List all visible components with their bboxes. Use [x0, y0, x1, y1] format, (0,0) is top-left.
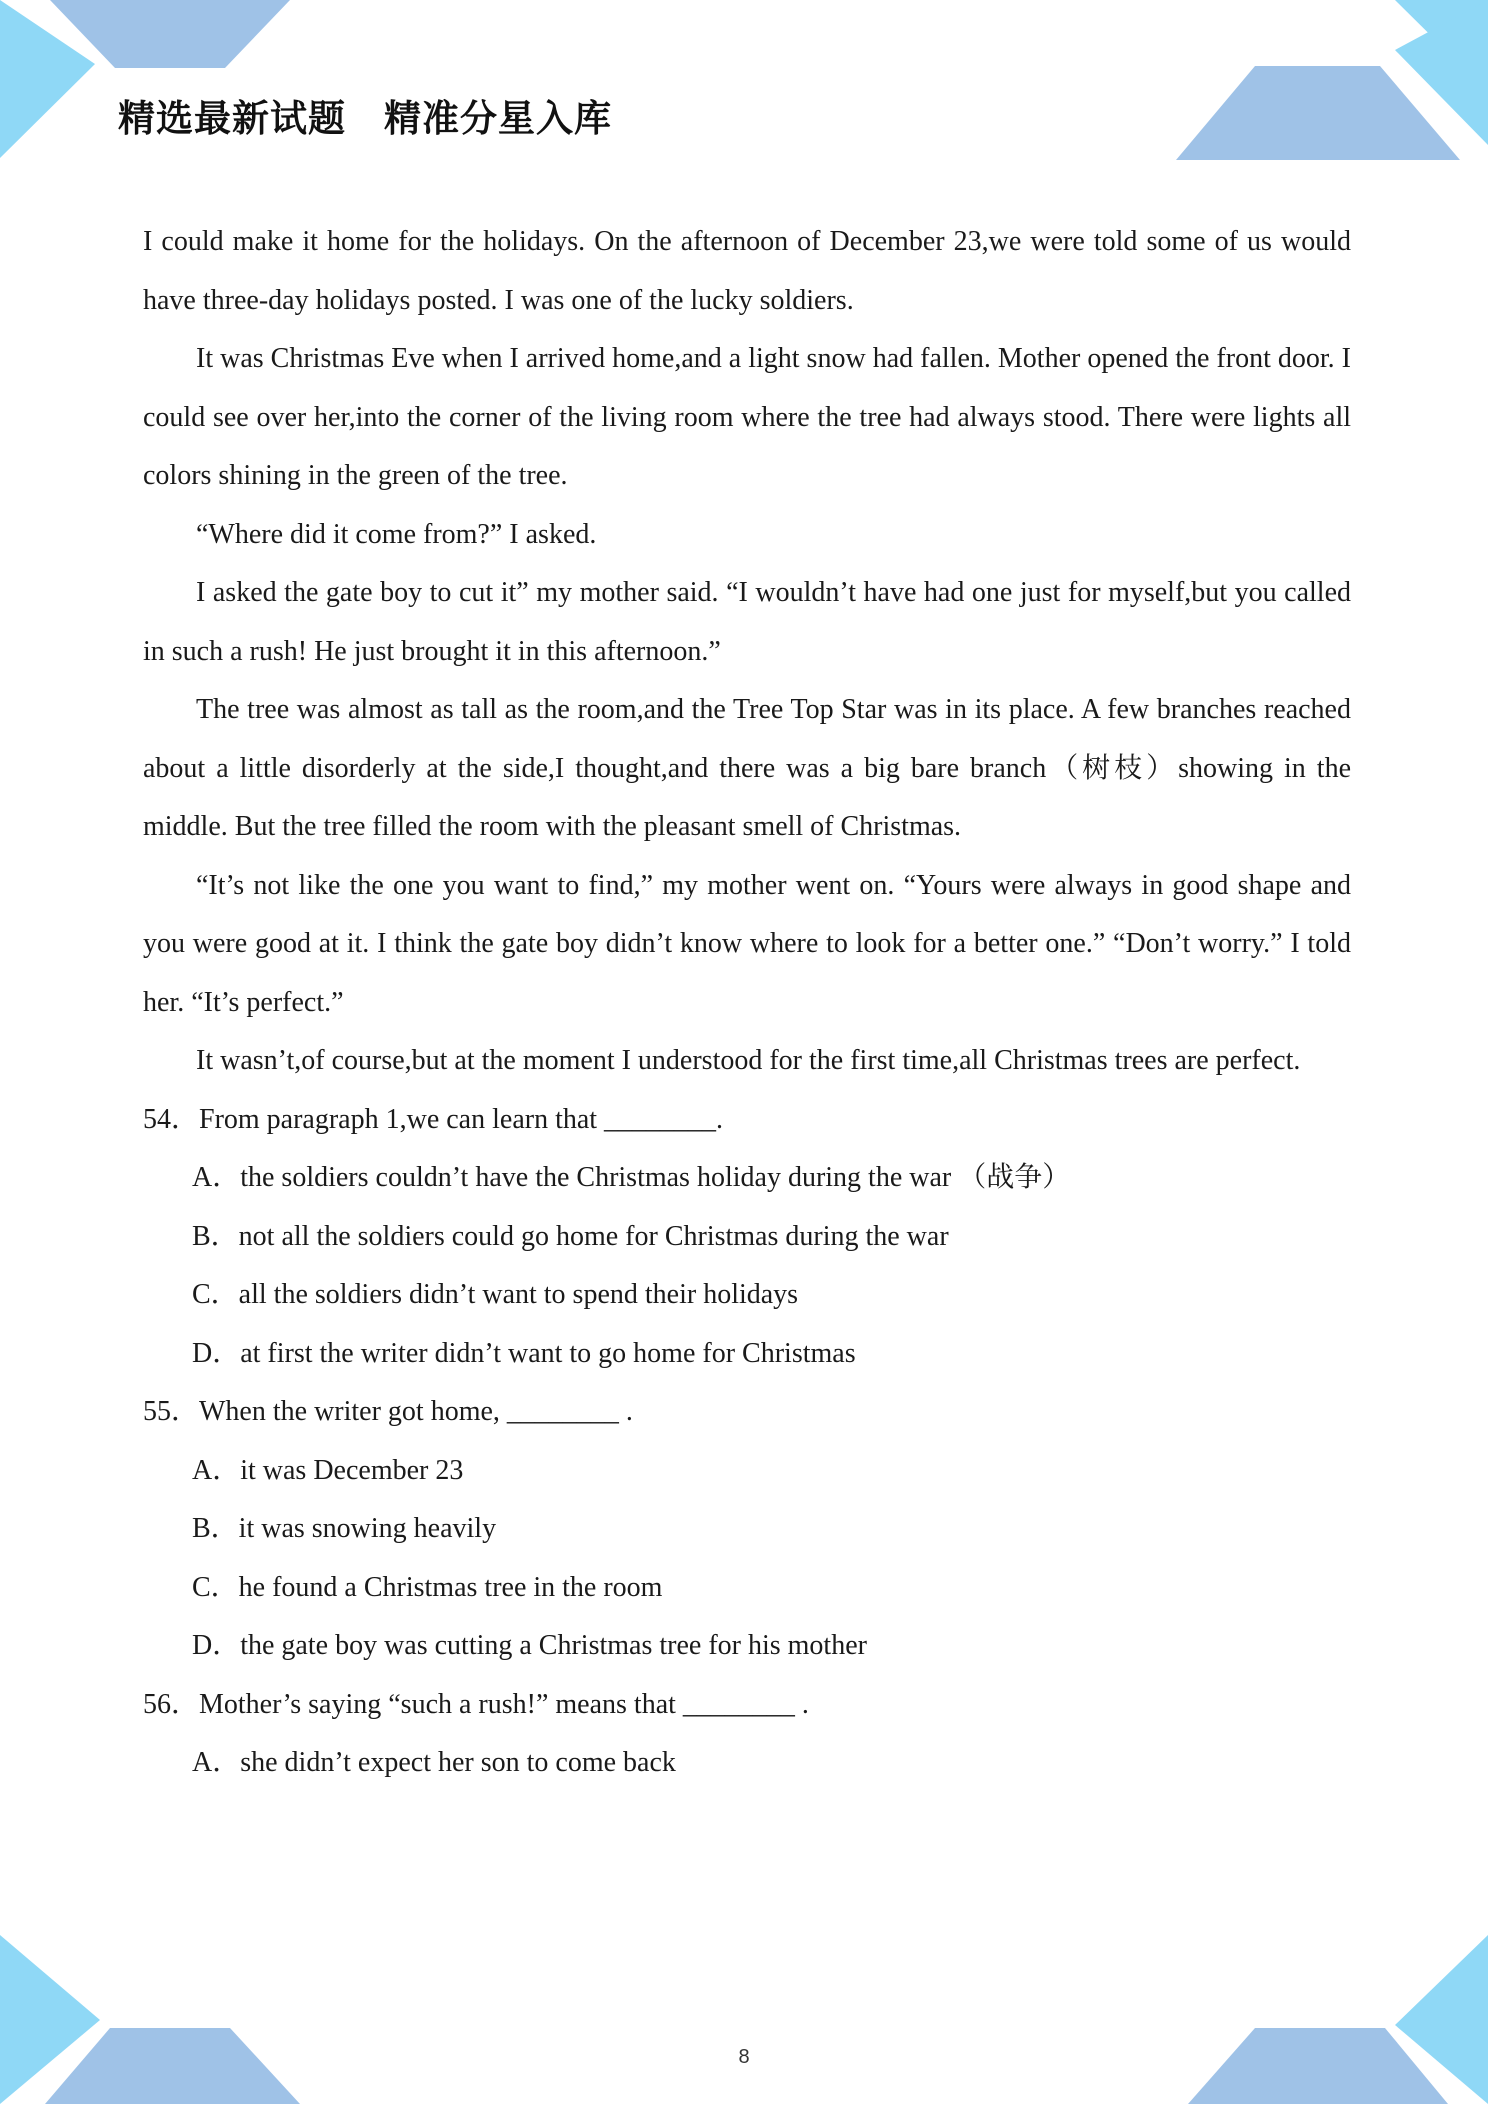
passage-paragraph: The tree was almost as tall as the room,and the Tree Top Star was in its place. A few branches reached about a little disorderly at the side,I thought,and there was a big bare branch（树枝）showing in the middle. But the tree filled the room with the pleasant smell of Christmas.: [143, 694, 1351, 842]
passage-paragraph: It was Christmas Eve when I arrived home,and a light snow had fallen. Mother opened the front door. I could see over her,into the corner of the living room where the tree had always stood. There were lights all colors shining in the green of the tree.: [143, 343, 1351, 491]
passage-paragraph: “Where did it come from?” I asked.: [196, 518, 597, 550]
answer-option-a: A．it was December 23: [192, 1454, 464, 1486]
passage-paragraph: It wasn’t,of course,but at the moment I understood for the first time,all Christmas trees are perfect.: [196, 1045, 1301, 1076]
reading-passage: [143, 213, 1351, 1091]
answer-option-c: C．he found a Christmas tree in the room: [192, 1571, 663, 1603]
question-56: [143, 1676, 1351, 1793]
answer-option-b: B．it was snowing heavily: [192, 1513, 497, 1544]
passage-paragraph: I could make it home for the holidays. On the afternoon of December 23,we were told some of us would have three-day holidays posted. I was one of the lucky soldiers.: [143, 226, 1351, 316]
page-number: 8: [738, 2046, 750, 2068]
answer-option-a: A．she didn’t expect her son to come back: [192, 1747, 676, 1778]
header-title: 精选最新试题 精准分星入库: [118, 97, 612, 140]
answer-option-b: B．not all the soldiers could go home for Christmas during the war: [192, 1220, 949, 1252]
question-stem: 55．When the writer got home, ________ .: [143, 1396, 633, 1427]
question-55: [143, 1383, 1351, 1676]
answer-option-d: D．the gate boy was cutting a Christmas tree for his mother: [192, 1630, 867, 1661]
passage-paragraph: I asked the gate boy to cut it” my mother said. “I wouldn’t have had one just for myself,but you called in such a rush! He just brought it in this afternoon.”: [143, 577, 1351, 667]
answer-option-d: D．at first the writer didn’t want to go home for Christmas: [192, 1337, 856, 1369]
answer-option-c: C．all the soldiers didn’t want to spend their holidays: [192, 1279, 799, 1310]
passage-paragraph: “It’s not like the one you want to find,” my mother went on. “Yours were always in good shape and you were good at it. I think the gate boy didn’t know where to look for a better one.” “Don’t worry.” I told her. “It’s perfect.”: [143, 869, 1351, 1018]
question-stem: 54．From paragraph 1,we can learn that ________.: [143, 1103, 724, 1135]
top-right-trapezoid: [1176, 66, 1460, 160]
answer-option-a: A．the soldiers couldn’t have the Christmas holiday during the war （战争）: [192, 1162, 1071, 1193]
question-stem: 56．Mother’s saying “such a rush!” means that ________ .: [143, 1688, 809, 1720]
top-left-trapezoid: [50, 0, 290, 68]
document-body: [143, 213, 1351, 1793]
question-54: [143, 1091, 1351, 1384]
